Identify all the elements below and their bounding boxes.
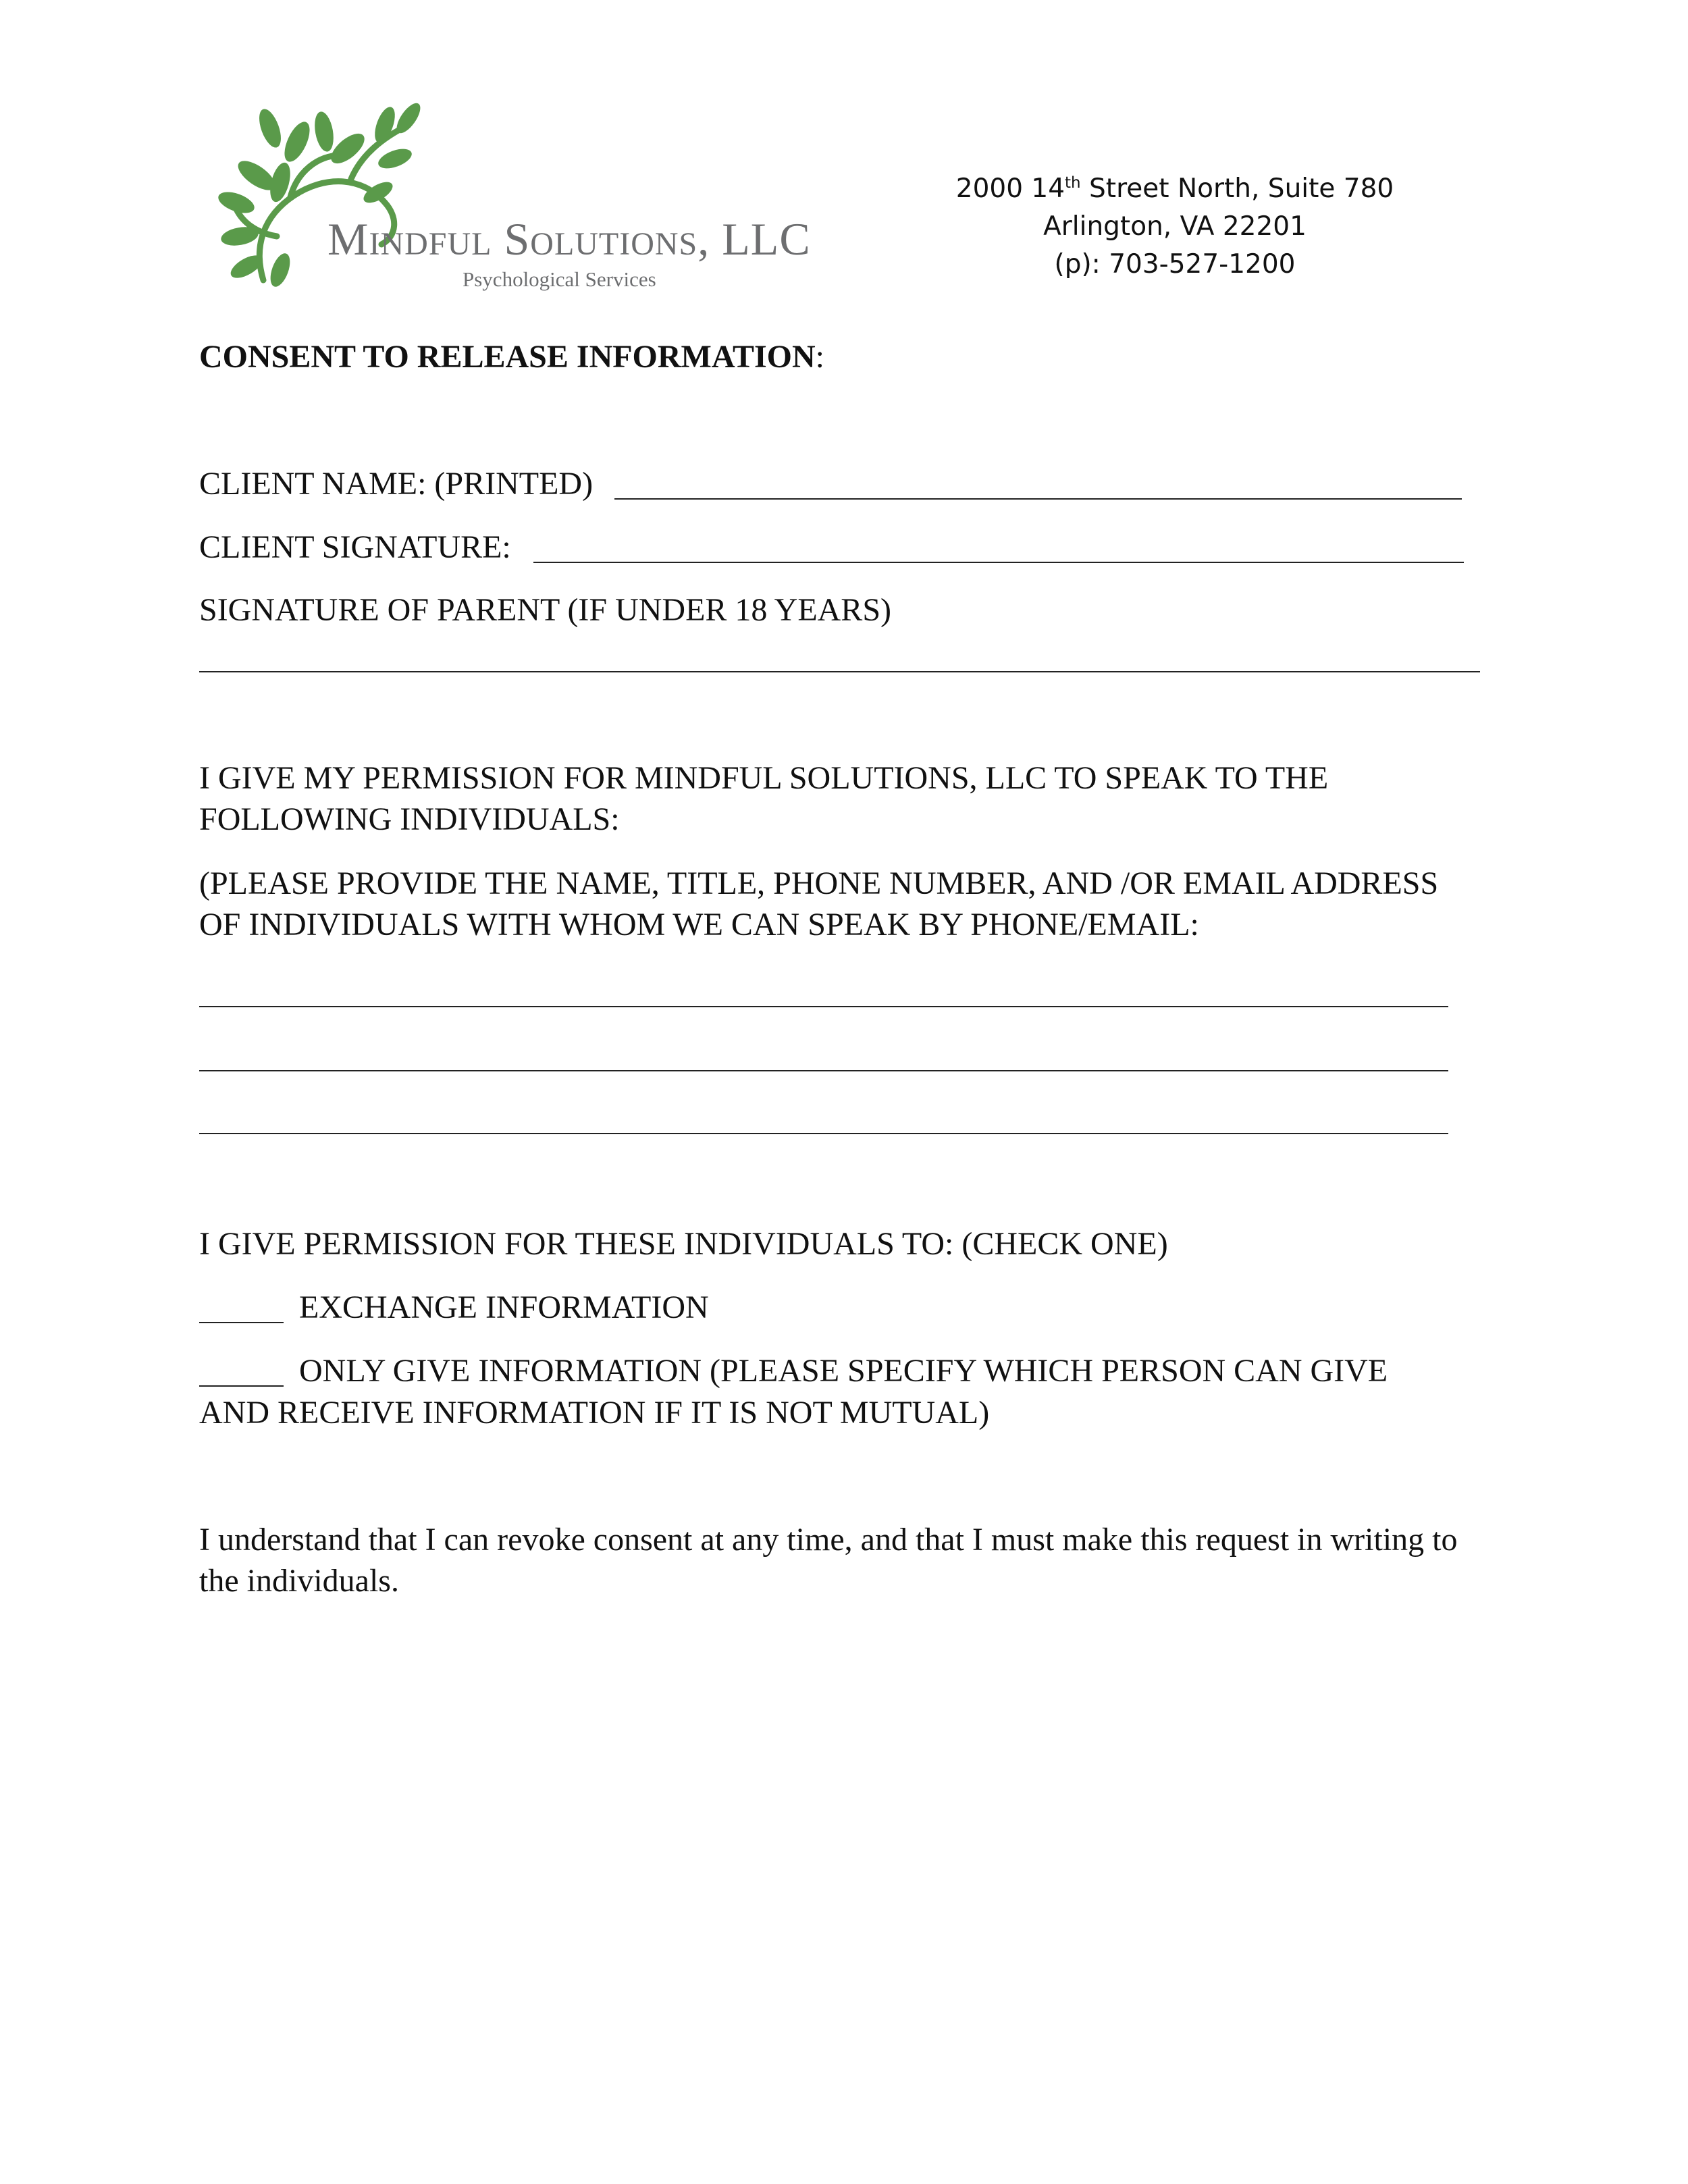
parent-signature-label: SIGNATURE OF PARENT (IF UNDER 18 YEARS): [199, 592, 891, 628]
exchange-checkbox-line[interactable]: [199, 1322, 284, 1323]
form-title: CONSENT TO RELEASE INFORMATION:: [199, 339, 824, 375]
company-subtitle: Psychological Services: [463, 267, 656, 291]
individual-line-3[interactable]: [199, 1133, 1448, 1134]
client-signature-label: CLIENT SIGNATURE:: [199, 529, 511, 565]
option-exchange-label: EXCHANGE INFORMATION: [299, 1289, 709, 1325]
client-name-field[interactable]: [614, 498, 1462, 500]
client-name-label: CLIENT NAME: (PRINTED): [199, 466, 594, 502]
permission-statement: I GIVE MY PERMISSION FOR MINDFUL SOLUTIONS, LLC TO SPEAK TO THE FOLLOWING INDIVIDUALS:: [199, 760, 1329, 837]
vine-leaf-icon: [216, 101, 432, 297]
check-one-heading: I GIVE PERMISSION FOR THESE INDIVIDUALS TO: (CHECK ONE): [199, 1226, 1168, 1262]
address-phone: (p): 703-527-1200: [1054, 249, 1296, 279]
client-signature-field[interactable]: [533, 562, 1464, 563]
only-give-checkbox-line[interactable]: [199, 1385, 284, 1387]
option-only-give-label-cont: AND RECEIVE INFORMATION IF IT IS NOT MUTUAL): [199, 1395, 990, 1431]
company-address: [939, 170, 1411, 284]
individual-line-2[interactable]: [199, 1070, 1448, 1071]
individuals-instructions: (PLEASE PROVIDE THE NAME, TITLE, PHONE NUMBER, AND /OR EMAIL ADDRESS OF INDIVIDUALS WITH WHOM WE CAN SPEAK BY PHONE/EMAIL:: [199, 865, 1439, 942]
parent-signature-field[interactable]: [199, 671, 1480, 672]
revoke-consent-statement: I understand that I can revoke consent at any time, and that I must make this request in writing to the individuals.: [199, 1522, 1458, 1599]
option-only-give-label: ONLY GIVE INFORMATION (PLEASE SPECIFY WHICH PERSON CAN GIVE: [299, 1353, 1388, 1389]
company-logo: [216, 101, 837, 297]
address-city: Arlington, VA 22201: [1043, 211, 1307, 242]
address-street: 2000 14th Street North, Suite 780: [955, 174, 1394, 204]
company-name: Mindful Solutions, LLC: [327, 213, 811, 265]
individual-line-1[interactable]: [199, 1006, 1448, 1007]
